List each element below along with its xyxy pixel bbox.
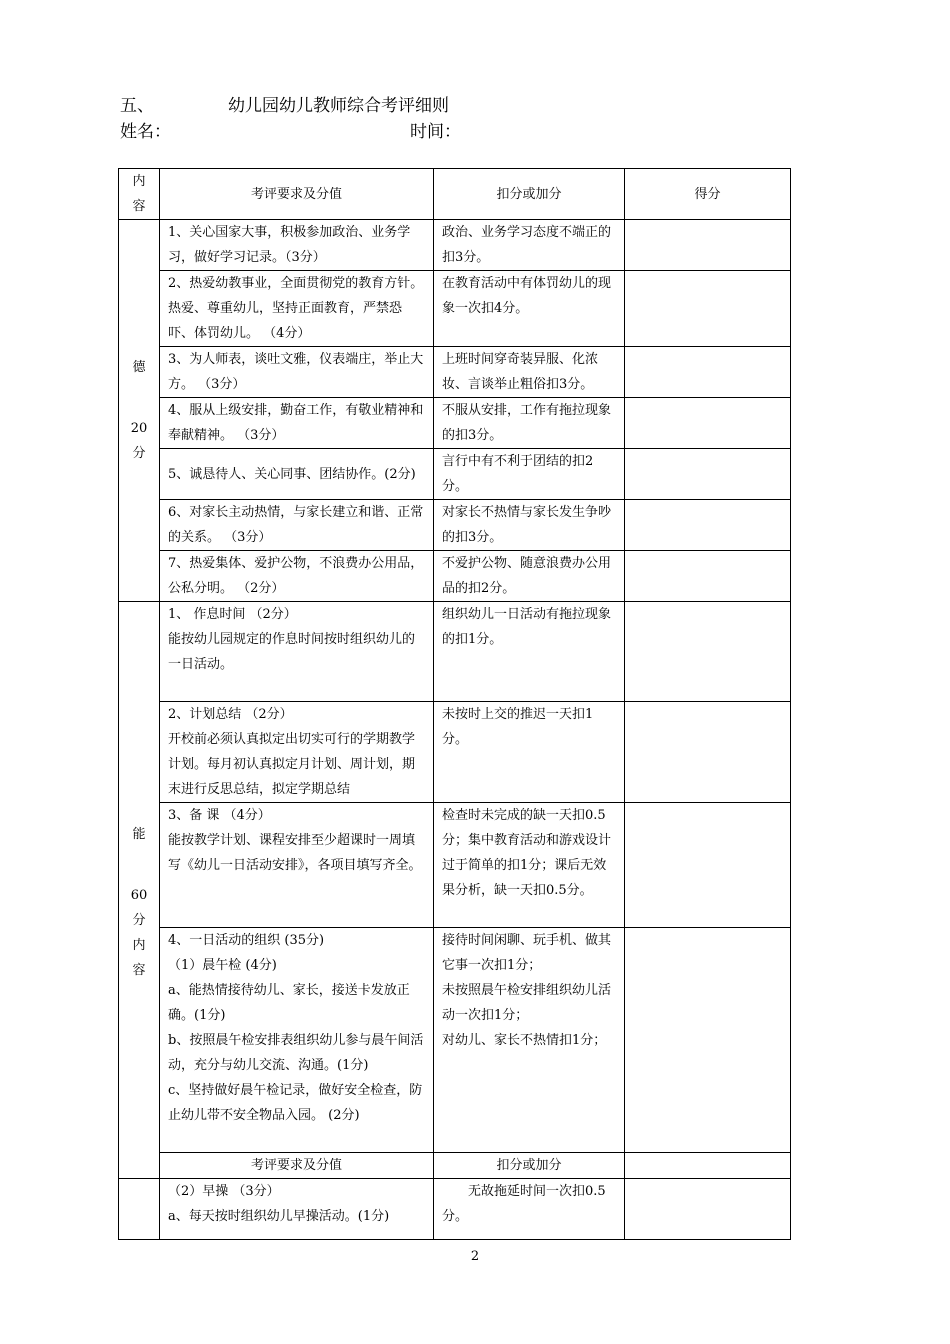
table-row [119, 500, 791, 551]
requirement-cell: 3、为人师表，谈吐文雅，仪表端庄，举止大方。 （3分） [160, 347, 434, 398]
requirement-cell [160, 928, 434, 1153]
deduction-cell: 无故拖延时间一次扣0.5分。 [434, 1179, 625, 1240]
evaluation-table [118, 168, 791, 1240]
ability-category-cell [119, 602, 160, 1179]
requirement-text: （1）晨午检 (4分) [168, 958, 277, 973]
score-cell [625, 928, 791, 1153]
ability-label-char: 能 [132, 827, 146, 842]
deduction-text: 未按照晨午检安排组织幼儿活动一次扣1分； [442, 983, 612, 1023]
requirement-cell: 4、服从上级安排，勤奋工作，有敬业精神和奉献精神。 （3分） [160, 398, 434, 449]
score-cell [625, 1153, 791, 1179]
score-cell [625, 602, 791, 702]
ability-label-points: 60 [130, 888, 148, 903]
requirement-text: 能按教学计划、课程安排至少超课时一周填写《幼儿一日活动安排》，各项目填写齐全。 [168, 833, 422, 873]
score-cell [625, 702, 791, 803]
heading-title: 幼儿园幼儿教师综合考评细则 [228, 96, 449, 116]
requirement-cell [160, 803, 434, 928]
requirement-cell: 7、热爱集体、爱护公物，不浪费办公用品，公私分明。 （2分） [160, 551, 434, 602]
virtue-label-unit: 分 [132, 446, 146, 461]
virtue-category-cell [119, 220, 160, 602]
header-content-line: 内 [132, 174, 146, 189]
requirement-cell: 1、关心国家大事，积极参加政治、业务学习，做好学习记录。（3分） [160, 220, 434, 271]
requirement-cell [160, 1179, 434, 1240]
score-cell [625, 551, 791, 602]
table-row [119, 1179, 791, 1240]
page-number: 2 [470, 1249, 480, 1264]
requirement-text: a、能热情接待幼儿、家长，接送卡发放正确。(1分) [168, 983, 410, 1023]
header-row [119, 169, 791, 220]
header-content-cell [119, 169, 160, 220]
requirement-title: （2）早操 （3分） [168, 1184, 280, 1199]
score-cell [625, 500, 791, 551]
score-cell [625, 220, 791, 271]
score-cell [625, 398, 791, 449]
deduction-cell [434, 928, 625, 1153]
header-deduction: 扣分或加分 [434, 169, 625, 220]
table-row [119, 449, 791, 500]
requirement-cell [160, 602, 434, 702]
header-score: 得分 [625, 169, 791, 220]
ability-label-char: 容 [132, 963, 146, 978]
header-requirement: 考评要求及分值 [160, 169, 434, 220]
table-row [119, 271, 791, 347]
score-cell [625, 347, 791, 398]
deduction-text: 接待时间闲聊、玩手机、做其它事一次扣1分； [442, 933, 612, 973]
virtue-label-char: 德 [132, 360, 146, 375]
table-row [119, 347, 791, 398]
subheader-requirement: 考评要求及分值 [160, 1153, 434, 1179]
table-row [119, 551, 791, 602]
deduction-cell: 不服从安排，工作有拖拉现象的扣3分。 [434, 398, 625, 449]
deduction-cell: 未按时上交的推迟一天扣1分。 [434, 702, 625, 803]
time-label: 时间： [410, 122, 461, 142]
header-content-line: 容 [132, 199, 146, 214]
requirement-text: c、坚持做好晨午检记录，做好安全检查，防止幼儿带不安全物品入园。 (2分) [168, 1083, 423, 1123]
score-cell [625, 449, 791, 500]
subheader-row [119, 1153, 791, 1179]
requirement-cell: 6、对家长主动热情，与家长建立和谐、正常的关系。 （3分） [160, 500, 434, 551]
category-cell [119, 1179, 160, 1240]
requirement-cell [160, 702, 434, 803]
subheader-deduction: 扣分或加分 [434, 1153, 625, 1179]
table-row [119, 398, 791, 449]
name-time-line [120, 120, 820, 144]
deduction-text: 对幼儿、家长不热情扣1分； [442, 1033, 607, 1048]
score-cell [625, 1179, 791, 1240]
deduction-cell: 检查时未完成的缺一天扣0.5分；集中教育活动和游戏设计过于简单的扣1分；课后无效果分析，缺一天扣0.5分。 [434, 803, 625, 928]
ability-label-char: 内 [132, 938, 146, 953]
requirement-cell: 5、诚恳待人、关心同事、团结协作。(2分) [160, 449, 434, 500]
name-label: 姓名： [120, 122, 171, 142]
requirement-title: 3、备 课 （4分） [168, 808, 271, 823]
requirement-text: a、每天按时组织幼儿早操活动。(1分) [168, 1209, 390, 1224]
deduction-cell: 政治、业务学习态度不端正的扣3分。 [434, 220, 625, 271]
requirement-title: 4、一日活动的组织 (35分) [168, 933, 325, 948]
deduction-cell: 不爱护公物、随意浪费办公用品的扣2分。 [434, 551, 625, 602]
requirement-text: 开校前必须认真拟定出切实可行的学期教学计划。每月初认真拟定月计划、周计划，期末进行反思总结，拟定学期总结 [168, 732, 416, 797]
ability-label-unit: 分 [132, 913, 146, 928]
deduction-cell: 对家长不热情与家长发生争吵的扣3分。 [434, 500, 625, 551]
document-heading [120, 94, 449, 118]
deduction-cell: 上班时间穿奇装异服、化浓妆、言谈举止粗俗扣3分。 [434, 347, 625, 398]
table-row [119, 702, 791, 803]
heading-number: 五、 [120, 96, 154, 116]
score-cell [625, 271, 791, 347]
requirement-title: 1、 作息时间 （2分） [168, 607, 297, 622]
table-row [119, 928, 791, 1153]
table-row [119, 803, 791, 928]
requirement-cell: 2、热爱幼教事业，全面贯彻党的教育方针。热爱、尊重幼儿，坚持正面教育，严禁恐吓、体罚幼儿。 （4分） [160, 271, 434, 347]
score-cell [625, 803, 791, 928]
requirement-text: b、按照晨午检安排表组织幼儿参与晨午间活动，充分与幼儿交流、沟通。(1分) [168, 1033, 424, 1073]
deduction-cell: 言行中有不利于团结的扣2分。 [434, 449, 625, 500]
deduction-cell: 在教育活动中有体罚幼儿的现象一次扣4分。 [434, 271, 625, 347]
virtue-label-points: 20 [130, 421, 148, 436]
table-row [119, 602, 791, 702]
deduction-cell: 组织幼儿一日活动有拖拉现象的扣1分。 [434, 602, 625, 702]
requirement-text: 能按幼儿园规定的作息时间按时组织幼儿的一日活动。 [168, 632, 416, 672]
requirement-title: 2、计划总结 （2分） [168, 707, 293, 722]
table-row [119, 220, 791, 271]
